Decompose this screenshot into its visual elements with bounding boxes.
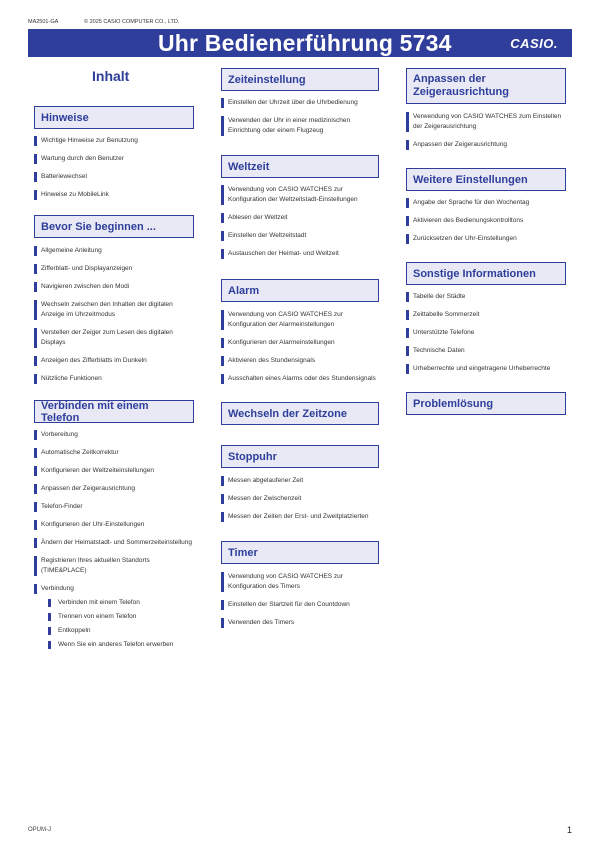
toc-link[interactable]: Wichtige Hinweise zur Benutzung bbox=[34, 136, 194, 146]
section-anpassen-title[interactable]: Anpassen der Zeigerausrichtung bbox=[406, 68, 566, 104]
copyright: © 2025 CASIO COMPUTER CO., LTD. bbox=[84, 19, 180, 25]
toc-link[interactable]: Urheberrechte und eingetragene Urheberrechte bbox=[406, 364, 566, 374]
column-right bbox=[406, 68, 566, 415]
toc-link[interactable]: Messen abgelaufener Zeit bbox=[221, 476, 379, 486]
toc-link[interactable]: Ausschalten eines Alarms oder des Stundensignals bbox=[221, 374, 379, 384]
toc-link[interactable]: Technische Daten bbox=[406, 346, 566, 356]
toc-link[interactable]: Allgemeine Anleitung bbox=[34, 246, 194, 256]
toc-link[interactable]: Vorbereitung bbox=[34, 430, 194, 440]
toc-link[interactable]: Messen der Zwischenzeit bbox=[221, 494, 379, 504]
page-number: 1 bbox=[566, 825, 572, 835]
section-zeiteinstellung-title[interactable]: Zeiteinstellung bbox=[221, 68, 379, 91]
toc-sublink[interactable]: Wenn Sie ein anderes Telefon erwerben bbox=[34, 640, 194, 650]
section-weitere-title[interactable]: Weitere Einstellungen bbox=[406, 168, 566, 191]
toc-link[interactable]: Verbindung bbox=[34, 584, 194, 594]
toc-link[interactable]: Ablesen der Weltzeit bbox=[221, 213, 379, 223]
toc-link[interactable]: Verwendung von CASIO WATCHES zum Einstellen der Zeigerausrichtung bbox=[406, 112, 566, 132]
toc-link[interactable]: Konfigurieren der Weltzeiteinstellungen bbox=[34, 466, 194, 476]
section-timer-list bbox=[221, 572, 379, 628]
toc-link[interactable]: Telefon-Finder bbox=[34, 502, 194, 512]
column-middle bbox=[221, 68, 379, 628]
toc-link[interactable]: Verwendung von CASIO WATCHES zur Konfiguration der Alarmeinstellungen bbox=[221, 310, 379, 330]
section-verbinden-list bbox=[34, 430, 194, 650]
toc-link[interactable]: Hinweise zu MobileLink bbox=[34, 190, 194, 200]
section-hinweise-list bbox=[34, 136, 194, 200]
section-weitere-list bbox=[406, 198, 566, 244]
toc-link[interactable]: Zifferblatt- und Displayanzeigen bbox=[34, 264, 194, 274]
title-banner bbox=[28, 29, 572, 57]
toc-link[interactable]: Batteriewechsel bbox=[34, 172, 194, 182]
toc-link[interactable]: Aktivieren des Stundensignals bbox=[221, 356, 379, 366]
toc-link[interactable]: Registrieren Ihres aktuellen Standorts (TIME&PLACE) bbox=[34, 556, 194, 576]
toc-link[interactable]: Zurücksetzen der Uhr-Einstellungen bbox=[406, 234, 566, 244]
section-alarm-title[interactable]: Alarm bbox=[221, 279, 379, 302]
section-timer-title[interactable]: Timer bbox=[221, 541, 379, 564]
footer-code: OPUM-J bbox=[28, 827, 51, 833]
toc-link[interactable]: Verwendung von CASIO WATCHES zur Konfiguration der Weltzeitstadt-Einstellungen bbox=[221, 185, 379, 205]
toc-link[interactable]: Unterstützte Telefone bbox=[406, 328, 566, 338]
section-weltzeit-list bbox=[221, 185, 379, 259]
toc-link[interactable]: Verwenden der Uhr in einer medizinischen Einrichtung oder einem Flugzeug bbox=[221, 116, 379, 136]
toc-link[interactable]: Anzeigen des Zifferblatts im Dunkeln bbox=[34, 356, 194, 366]
toc-link[interactable]: Wartung durch den Benutzer bbox=[34, 154, 194, 164]
toc-link[interactable]: Verwenden des Timers bbox=[221, 618, 379, 628]
section-bevor-list bbox=[34, 246, 194, 384]
toc-link[interactable]: Einstellen der Uhrzeit über die Uhrbedienung bbox=[221, 98, 379, 108]
toc-link[interactable]: Verstellen der Zeiger zum Lesen des digitalen Displays bbox=[34, 328, 194, 348]
toc-link[interactable]: Nützliche Funktionen bbox=[34, 374, 194, 384]
column-left bbox=[34, 106, 194, 650]
section-zeiteinstellung-list bbox=[221, 98, 379, 136]
section-verbinden-title[interactable]: Verbinden mit einem Telefon bbox=[34, 400, 194, 423]
document-code: MA2501-GA bbox=[28, 19, 59, 25]
header-meta bbox=[28, 19, 180, 25]
toc-link[interactable]: Anpassen der Zeigerausrichtung bbox=[406, 140, 566, 150]
toc-sublink[interactable]: Entkoppeln bbox=[34, 626, 194, 636]
section-sonstige-list bbox=[406, 292, 566, 374]
page-title: Uhr Bedienerführung 5734 bbox=[158, 30, 452, 56]
toc-link[interactable]: Einstellen der Startzeit für den Countdown bbox=[221, 600, 379, 610]
toc-link[interactable]: Navigieren zwischen den Modi bbox=[34, 282, 194, 292]
toc-link[interactable]: Messen der Zeiten der Erst- und Zweitplatzierten bbox=[221, 512, 379, 522]
section-zeitzone-title[interactable]: Wechseln der Zeitzone bbox=[221, 402, 379, 425]
toc-sublink[interactable]: Verbinden mit einem Telefon bbox=[34, 598, 194, 608]
section-problem-title[interactable]: Problemlösung bbox=[406, 392, 566, 415]
section-hinweise-title[interactable]: Hinweise bbox=[34, 106, 194, 129]
toc-link[interactable]: Zeittabelle Sommerzeit bbox=[406, 310, 566, 320]
section-weltzeit-title[interactable]: Weltzeit bbox=[221, 155, 379, 178]
toc-link[interactable]: Austauschen der Heimat- und Weltzeit bbox=[221, 249, 379, 259]
casio-logo: CASIO. bbox=[510, 36, 558, 51]
toc-link[interactable]: Einstellen der Weltzeitstadt bbox=[221, 231, 379, 241]
section-stoppuhr-title[interactable]: Stoppuhr bbox=[221, 445, 379, 468]
toc-link[interactable]: Automatische Zeitkorrektur bbox=[34, 448, 194, 458]
toc-link[interactable]: Tabelle der Städte bbox=[406, 292, 566, 302]
toc-heading: Inhalt bbox=[92, 68, 130, 84]
toc-link[interactable]: Anpassen der Zeigerausrichtung bbox=[34, 484, 194, 494]
toc-link[interactable]: Aktivieren des Bedienungskontrolltons bbox=[406, 216, 566, 226]
toc-link[interactable]: Verwendung von CASIO WATCHES zur Konfiguration des Timers bbox=[221, 572, 379, 592]
section-bevor-title[interactable]: Bevor Sie beginnen ... bbox=[34, 215, 194, 238]
toc-link[interactable]: Angabe der Sprache für den Wochentag bbox=[406, 198, 566, 208]
section-anpassen-list bbox=[406, 112, 566, 150]
toc-link[interactable]: Wechseln zwischen den Inhalten der digitalen Anzeige im Uhrzeitmodus bbox=[34, 300, 194, 320]
section-stoppuhr-list bbox=[221, 476, 379, 522]
section-alarm-list bbox=[221, 310, 379, 384]
toc-sublink[interactable]: Trennen von einem Telefon bbox=[34, 612, 194, 622]
toc-link[interactable]: Ändern der Heimatstadt- und Sommerzeiteinstellung bbox=[34, 538, 194, 548]
toc-link[interactable]: Konfigurieren der Uhr-Einstellungen bbox=[34, 520, 194, 530]
toc-link[interactable]: Konfigurieren der Alarmeinstellungen bbox=[221, 338, 379, 348]
section-sonstige-title[interactable]: Sonstige Informationen bbox=[406, 262, 566, 285]
